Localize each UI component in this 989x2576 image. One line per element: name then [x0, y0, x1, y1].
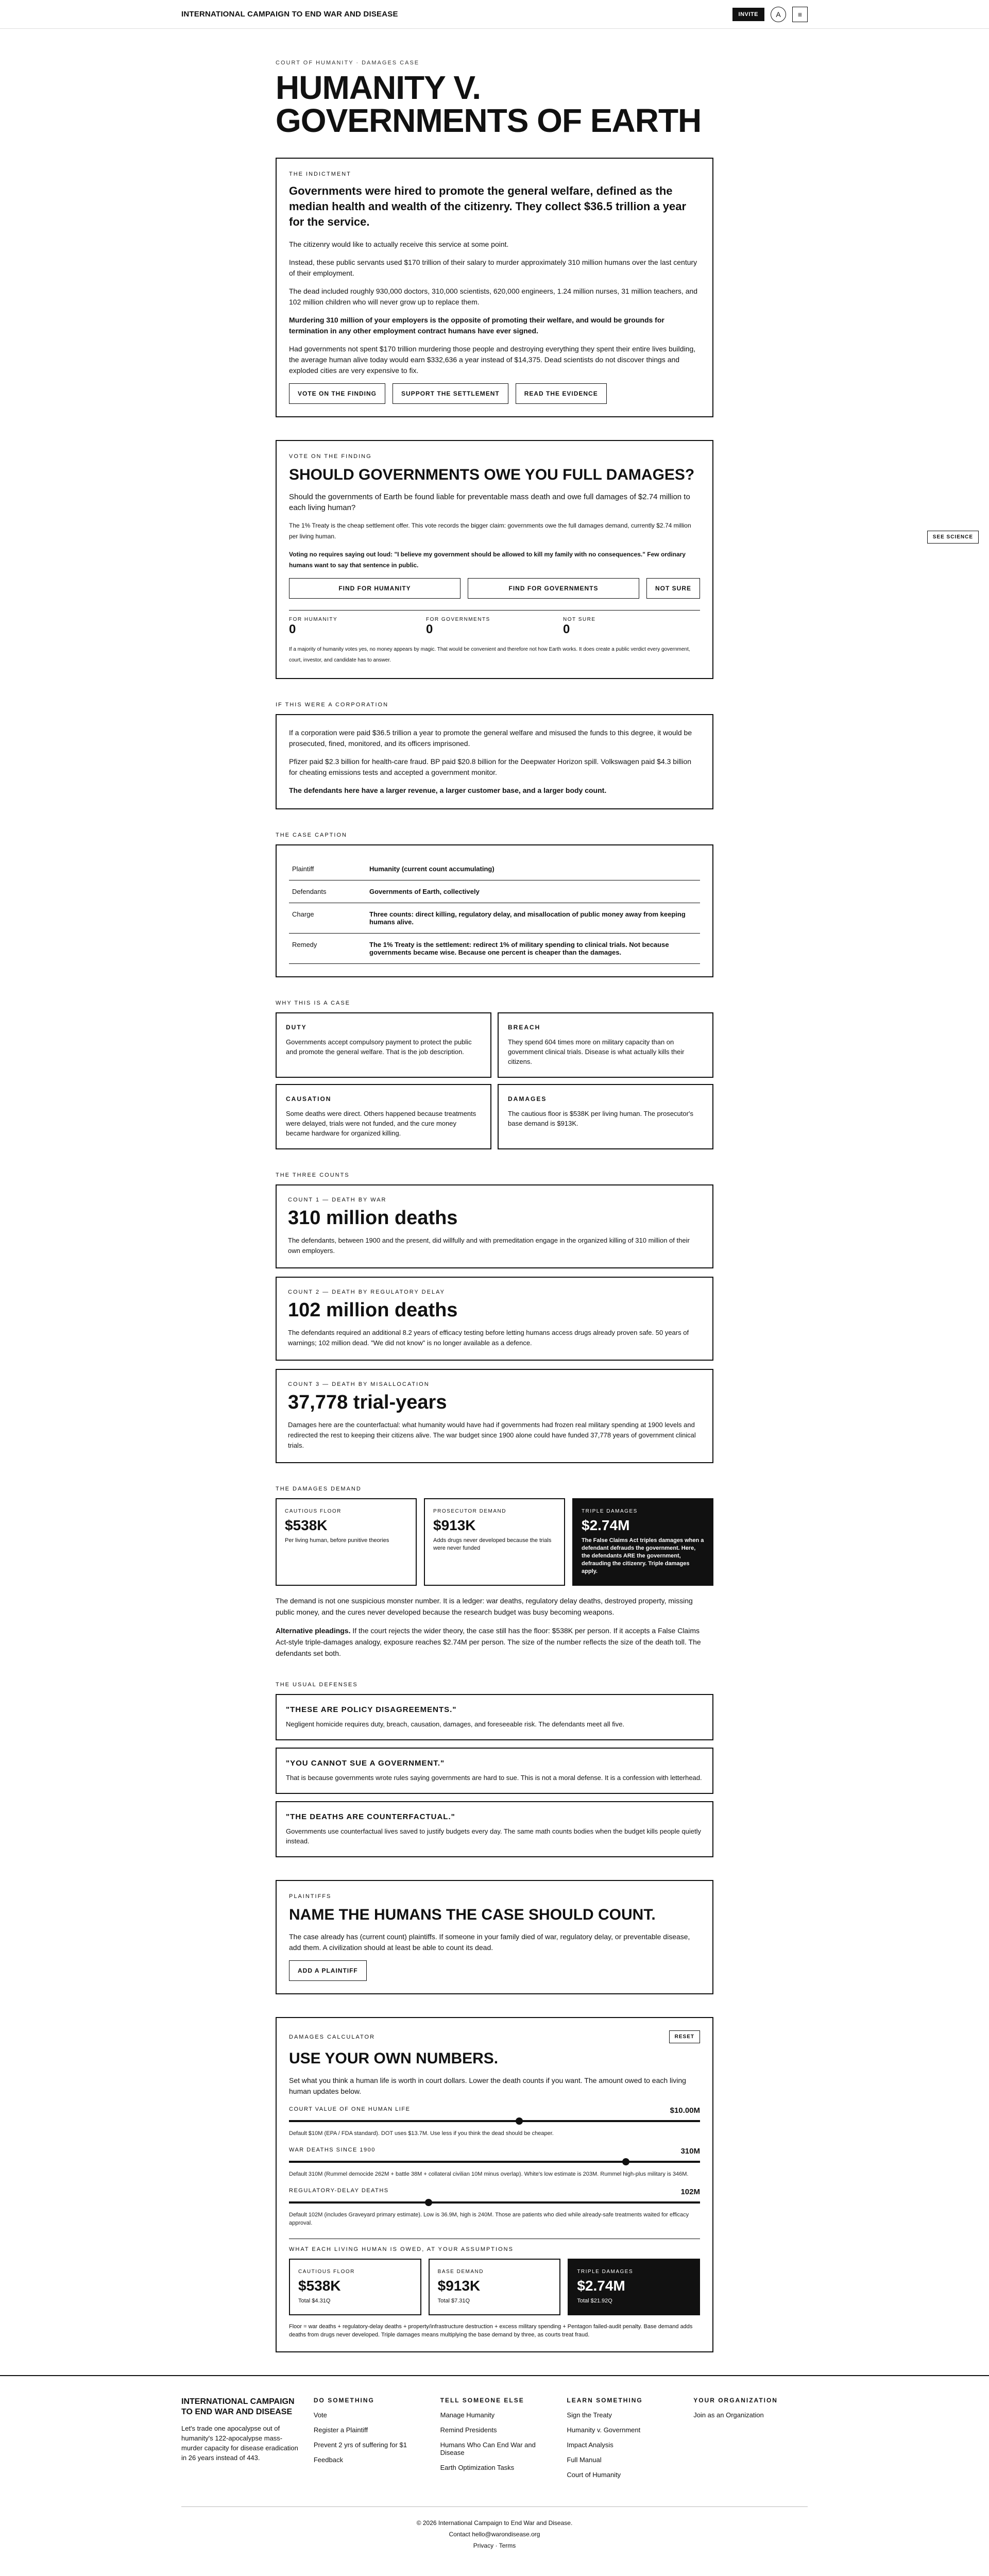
count-card [276, 1369, 713, 1463]
owed-title: CAUTIOUS FLOOR [298, 2269, 355, 2275]
count-card [276, 1184, 713, 1268]
owed-value: $913K [437, 2278, 481, 2294]
invite-button[interactable]: INVITE [732, 8, 764, 21]
top-nav [0, 0, 989, 29]
indictment-p1: The citizenry would like to actually receive this service at some point. [289, 240, 509, 248]
owed-cards [289, 2259, 700, 2315]
calc-header [289, 2030, 700, 2043]
owed-title: TRIPLE DAMAGES [577, 2269, 634, 2275]
footer-brand-col [181, 2397, 301, 2486]
why-breach [498, 1012, 713, 1078]
slider-note: Default 102M (includes Graveyard primary estimate). Low is 36.9M, high is 240M. Those are patients who died while already-safe treatments waited for efficacy approval. [289, 2212, 689, 2226]
not-sure-button[interactable]: NOT SURE [646, 578, 700, 599]
privacy-link[interactable]: Privacy [473, 2542, 494, 2549]
plaintiffs-label: PLAINTIFFS [289, 1893, 332, 1900]
defense-text: Negligent homicide requires duty, breach, causation, damages, and foreseeable risk. The defendants meet all five. [286, 1720, 625, 1728]
caption-key: Charge [289, 903, 366, 934]
damage-card [424, 1498, 565, 1586]
footer-link[interactable]: Vote [313, 2411, 327, 2419]
tally-governments [426, 617, 563, 637]
calc-label: DAMAGES CALCULATOR [289, 2033, 376, 2040]
count-title: COUNT 3 — DEATH BY MISALLOCATION [288, 1381, 430, 1387]
caption-value: The 1% Treaty is the settlement: redirect 1% of military spending to clinical trials. Not because governments became wise. Because one percent is cheaper than the damages. [366, 934, 700, 964]
defenses-label: THE USUAL DEFENSES [276, 1682, 358, 1688]
table-row [289, 880, 700, 903]
hero-eyebrow: COURT OF HUMANITY · DAMAGES CASE [276, 60, 420, 66]
footer-col-heading: LEARN SOMETHING [567, 2397, 643, 2404]
cell-heading: DUTY [286, 1024, 307, 1031]
owed-card [289, 2259, 421, 2315]
regulatory-deaths-slider [289, 2188, 700, 2227]
calc-footnote: Floor = war deaths + regulatory-delay deaths + property/infrastructure destruction + excess military spending + Pentagon failed-audit penalty. Base demand adds deaths from drugs never developed. Triple damages means multiplying the base demand by three, as courts treat fraud. [289, 2324, 693, 2338]
defense-heading: "THESE ARE POLICY DISAGREEMENTS." [286, 1705, 457, 1714]
footer-col [314, 2397, 428, 2486]
owed-label: WHAT EACH LIVING HUMAN IS OWED, AT YOUR ASSUMPTIONS [289, 2239, 700, 2252]
caption-key: Defendants [289, 880, 366, 903]
tally-not-sure [563, 617, 700, 637]
vote-p1: The 1% Treaty is the cheap settlement offer. This vote records the bigger claim: governments owe the full damages demand, currently $2.74 million per living human. [289, 522, 691, 540]
footer-col-heading: DO SOMETHING [313, 2397, 374, 2404]
vote-note: If a majority of humanity votes yes, no money appears by magic. That would be convenient and therefore not how Earth works. It does create a public verdict every government, court, investor, and candidate has to answer. [289, 647, 690, 663]
life-value-slider [289, 2106, 700, 2138]
indictment-p3: The dead included roughly 930,000 doctors, 310,000 scientists, 620,000 engineers, 1.24 million nurses, 31 million teachers, and 102 million children who will never grow up to replace them. [289, 287, 698, 306]
cell-text: They spend 604 times more on military capacity than on government clinical trials. Disease is what actually kills their citizens. [508, 1038, 685, 1065]
page-title: HUMANITY V. GOVERNMENTS OF EARTH [276, 69, 702, 139]
caption-card [276, 844, 713, 977]
damage-title: TRIPLE DAMAGES [582, 1509, 638, 1514]
corp-p3: The defendants here have a larger revenue, a larger customer base, and a larger body count. [289, 786, 607, 794]
owed-card-highlight [568, 2259, 700, 2315]
slider-label: WAR DEATHS SINCE 1900 [289, 2147, 376, 2153]
damage-sub: The False Claims Act triples damages when a defendant defrauds the government. Here, the defendants ARE the government, defrauding the citizenry. Triple damages apply. [582, 1537, 704, 1574]
demand-label: THE DAMAGES DEMAND [276, 1486, 362, 1492]
damage-value: $2.74M [582, 1517, 630, 1533]
slider-header [289, 2106, 700, 2115]
defense-card [276, 1801, 713, 1857]
tally-label: FOR HUMANITY [289, 617, 338, 622]
damage-value: $913K [433, 1517, 476, 1533]
footer-link[interactable]: Feedback [313, 2456, 343, 2464]
tally-humanity [289, 617, 426, 637]
vote-finding-button[interactable]: VOTE ON THE FINDING [289, 383, 385, 404]
read-evidence-button[interactable]: READ THE EVIDENCE [516, 383, 607, 404]
defense-heading: "YOU CANNOT SUE A GOVERNMENT." [286, 1759, 445, 1768]
why-damages [498, 1084, 713, 1149]
indictment-actions [289, 383, 700, 404]
indictment-p5: Had governments not spent $170 trillion murdering those people and destroying everything they spent their entire lives building, the average human alive today would earn $332,636 a year instead of $14,375. Dead scientists do not discover things and exploded cities are very expensive to fix. [289, 345, 696, 375]
footer-col [440, 2397, 555, 2486]
caption-table [289, 858, 700, 964]
corp-p1: If a corporation were paid $36.5 trillion a year to promote the general welfare and misused the funds to this degree, it would be prosecuted, fined, monitored, and its officers imprisoned. [289, 728, 692, 748]
tally-count: 0 [289, 622, 296, 636]
why-duty [276, 1012, 491, 1078]
vote-card [276, 440, 713, 679]
tally-count: 0 [426, 622, 433, 636]
cell-text: Governments accept compulsory payment to protect the public and promote the general welfare. That is the job description. [286, 1038, 472, 1056]
calculator-card [276, 2017, 713, 2352]
owed-total: Total $7.31Q [437, 2298, 470, 2304]
site-brand[interactable]: INTERNATIONAL CAMPAIGN TO END WAR AND DISEASE [181, 10, 398, 19]
slider-note: Default $10M (EPA / FDA standard). DOT uses $13.7M. Use less if you think the dead should be cheaper. [289, 2130, 554, 2137]
site-footer [0, 2375, 989, 2566]
plaintiffs-text: The case already has (current count) plaintiffs. If someone in your family died of war, regulatory delay, or preventable disease, add them. A civilization should at least be able to count its dead. [289, 1933, 690, 1952]
demand-p2-lead: Alternative pleadings. [276, 1626, 351, 1635]
count-figure: 310 million deaths [288, 1207, 458, 1229]
table-row [289, 858, 700, 880]
slider-note: Default 310M (Rummel democide 262M + battle 38M + collateral civilian 10M minus overlap). White's low estimate is 203M. Rummel high-plus military is 346M. [289, 2171, 689, 2177]
slider-knob[interactable] [622, 2158, 629, 2165]
footer-link[interactable]: Full Manual [567, 2456, 602, 2464]
defense-card [276, 1694, 713, 1740]
damage-sub: Adds drugs never developed because the trials were never funded [433, 1537, 552, 1551]
tally-label: NOT SURE [563, 617, 596, 622]
slider-label: REGULATORY-DELAY DEATHS [289, 2188, 389, 2194]
count-title: COUNT 2 — DEATH BY REGULATORY DELAY [288, 1289, 445, 1295]
defense-text: That is because governments wrote rules saying governments are hard to sue. This is not a moral defense. It is a confession with letterhead. [286, 1774, 702, 1782]
owed-total: Total $21.92Q [577, 2298, 612, 2304]
footer-bottom: © 2026 International Campaign to End War and Disease. Contact hello@warondisease.org Privacy · Terms [181, 2506, 808, 2566]
indictment-p2: Instead, these public servants used $170 trillion of their salary to murder approximately 310 million humans over the last century of their employment. [289, 258, 697, 277]
cell-heading: BREACH [508, 1024, 541, 1031]
caption-key: Plaintiff [289, 858, 366, 880]
defense-text: Governments use counterfactual lives saved to justify budgets every day. The same math counts bodies when the budget kills people quietly instead. [286, 1827, 701, 1845]
footer-col [693, 2397, 808, 2486]
slider-value: 102M [680, 2188, 700, 2196]
footer-link[interactable]: Join as an Organization [693, 2411, 764, 2419]
damage-title: CAUTIOUS FLOOR [285, 1509, 342, 1514]
footer-link[interactable]: Sign the Treaty [567, 2411, 612, 2419]
owed-value: $2.74M [577, 2278, 625, 2294]
support-settlement-button[interactable]: SUPPORT THE SETTLEMENT [393, 383, 508, 404]
terms-link[interactable]: Terms [499, 2542, 516, 2549]
damage-card-highlight [572, 1498, 713, 1586]
footer-link[interactable]: Manage Humanity [440, 2411, 495, 2419]
slider-header [289, 2147, 700, 2156]
why-label: WHY THIS IS A CASE [276, 1000, 351, 1006]
calc-title: USE YOUR OWN NUMBERS. [289, 2050, 499, 2067]
footer-link[interactable]: Register a Plaintiff [313, 2426, 368, 2434]
table-row [289, 903, 700, 934]
count-figure: 37,778 trial-years [288, 1392, 447, 1413]
vote-label: VOTE ON THE FINDING [289, 453, 372, 460]
indictment-lead: Governments were hired to promote the general welfare, defined as the median health and wealth of the citizenry. They collect $36.5 trillion a year for the service. [289, 184, 687, 228]
footer-columns [181, 2397, 808, 2486]
caption-value: Three counts: direct killing, regulatory delay, and misallocation of public money away from keeping humans alive. [366, 903, 700, 934]
add-plaintiff-button[interactable]: ADD A PLAINTIFF [289, 1960, 367, 1981]
footer-link[interactable]: Humans Who Can End War and Disease [440, 2441, 536, 2456]
footer-col-heading: TELL SOMEONE ELSE [440, 2397, 524, 2404]
damage-value: $538K [285, 1517, 328, 1533]
vote-buttons [289, 578, 700, 599]
indictment-card [276, 158, 713, 417]
footer-link[interactable]: Prevent 2 yrs of suffering for $1 [313, 2441, 407, 2449]
cell-text: Some deaths were direct. Others happened because treatments were delayed, trials were not funded, and the cure money became hardware for organized killing. [286, 1110, 476, 1137]
footer-col-heading: YOUR ORGANIZATION [693, 2397, 778, 2404]
slider-track[interactable] [289, 2201, 700, 2204]
slider-value: $10.00M [670, 2106, 700, 2115]
damage-title: PROSECUTOR DEMAND [433, 1509, 506, 1514]
contact-link[interactable]: Contact hello@warondisease.org [449, 2531, 540, 2538]
corp-p2: Pfizer paid $2.3 billion for health-care fraud. BP paid $20.8 billion for the Deepwater Horizon spill. Volkswagen paid $4.3 billion for cheating emissions tests and accepted a government monitor. [289, 757, 692, 776]
reset-button[interactable]: RESET [669, 2030, 700, 2043]
footer-link[interactable]: Remind Presidents [440, 2426, 497, 2434]
find-for-governments-button[interactable]: FIND FOR GOVERNMENTS [468, 578, 639, 599]
count-figure: 102 million deaths [288, 1299, 458, 1321]
demand-p1: The demand is not one suspicious monster number. It is a ledger: war deaths, regulatory delay deaths, destroyed property, missing public money, and the cures never developed because the research budget was busy becoming weapons. [276, 1597, 693, 1616]
owed-total: Total $4.31Q [298, 2298, 331, 2304]
demand-p2-text: If the court rejects the wider theory, the case still has the floor: $538K per person. If it accepts a False Claims Act-style triple-damages analogy, exposure reaches $2.74M per person. The size of the number reflects the size of the death toll. The defendants set both. [276, 1626, 701, 1657]
damage-sub: Per living human, before punitive theories [285, 1537, 389, 1544]
defense-card [276, 1748, 713, 1794]
slider-track[interactable] [289, 2161, 700, 2163]
footer-link[interactable]: Impact Analysis [567, 2441, 613, 2449]
slider-header [289, 2188, 700, 2196]
why-causation [276, 1084, 491, 1149]
plaintiffs-title: NAME THE HUMANS THE CASE SHOULD COUNT. [289, 1906, 656, 1923]
owed-card [429, 2259, 561, 2315]
tally-count: 0 [563, 622, 570, 636]
nav-actions [732, 7, 808, 22]
table-row [289, 934, 700, 964]
slider-track[interactable] [289, 2120, 700, 2122]
find-for-humanity-button[interactable]: FIND FOR HUMANITY [289, 578, 461, 599]
slider-knob[interactable] [425, 2199, 432, 2206]
copyright: © 2026 International Campaign to End War and Disease. [416, 2519, 573, 2527]
slider-value: 310M [680, 2147, 700, 2156]
cell-heading: CAUSATION [286, 1095, 332, 1103]
war-deaths-slider [289, 2147, 700, 2178]
vote-tallies [289, 610, 700, 637]
counts-label: THE THREE COUNTS [276, 1172, 350, 1178]
footer-brand: INTERNATIONAL CAMPAIGN TO END WAR AND DISEASE [181, 2397, 295, 2416]
language-icon[interactable]: A [771, 7, 786, 22]
caption-value: Humanity (current count accumulating) [366, 858, 700, 880]
plaintiffs-card [276, 1880, 713, 1994]
count-card [276, 1277, 713, 1361]
footer-link[interactable]: Earth Optimization Tasks [440, 2464, 515, 2471]
demand-cards [276, 1498, 713, 1586]
owed-value: $538K [298, 2278, 341, 2294]
cell-text: The cautious floor is $538K per living human. The prosecutor's base demand is $913K. [508, 1110, 693, 1127]
see-science-tab[interactable]: SEE SCIENCE [927, 531, 979, 544]
tally-label: FOR GOVERNMENTS [426, 617, 490, 622]
slider-label: COURT VALUE OF ONE HUMAN LIFE [289, 2106, 411, 2112]
count-title: COUNT 1 — DEATH BY WAR [288, 1197, 387, 1203]
defense-heading: "THE DEATHS ARE COUNTERFACTUAL." [286, 1812, 455, 1821]
count-text: The defendants required an additional 8.2 years of efficacy testing before letting humans access drugs already proven safe. 50 years of warnings; 102 million dead. "We did not know" is no longer available as a defence. [288, 1329, 689, 1347]
why-grid [276, 1012, 713, 1149]
damage-card [276, 1498, 417, 1586]
owed-title: BASE DEMAND [437, 2269, 484, 2275]
menu-icon[interactable]: ≡ [792, 7, 808, 22]
vote-title: SHOULD GOVERNMENTS OWE YOU FULL DAMAGES? [289, 466, 695, 483]
footer-col [567, 2397, 681, 2486]
caption-label: THE CASE CAPTION [276, 832, 347, 838]
indictment-label: THE INDICTMENT [289, 171, 351, 177]
calc-text: Set what you think a human life is worth in court dollars. Lower the death counts if you want. The amount owed to each living human updates below. [289, 2076, 686, 2095]
caption-value: Governments of Earth, collectively [366, 880, 700, 903]
caption-key: Remedy [289, 934, 366, 964]
slider-knob[interactable] [516, 2117, 523, 2125]
count-text: The defendants, between 1900 and the present, did willfully and with premeditation engage in the organized killing of 310 million of their own employers. [288, 1236, 690, 1255]
main-content [276, 29, 713, 2352]
cell-heading: DAMAGES [508, 1095, 547, 1103]
corp-label: IF THIS WERE A CORPORATION [276, 702, 389, 708]
footer-link[interactable]: Court of Humanity [567, 2471, 621, 2479]
corp-card [276, 714, 713, 809]
count-text: Damages here are the counterfactual: what humanity would have had if governments had frozen real military spending at 1900 levels and redirected the rest to keeping their citizens alive. The war budget since 1900 alone could have funded 37,778 years of government clinical trials. [288, 1421, 696, 1449]
footer-link[interactable]: Humanity v. Government [567, 2426, 641, 2434]
footer-tagline: Let's trade one apocalypse out of humanity's 122-apocalypse mass-murder capacity for disease eradication in 26 years instead of 443. [181, 2425, 298, 2462]
indictment-p4: Murdering 310 million of your employers is the opposite of promoting their welfare, and would be grounds for termination in any other employment contract humans have ever signed. [289, 316, 664, 335]
vote-lead: Should the governments of Earth be found liable for preventable mass death and owe full damages of $2.74 million to each living human? [289, 493, 690, 512]
vote-p2: Voting no requires saying out loud: "I believe my government should be allowed to kill my family with no consequences." Few ordinary humans want to say that sentence in public. [289, 551, 686, 569]
demand-p2 [276, 1625, 713, 1659]
